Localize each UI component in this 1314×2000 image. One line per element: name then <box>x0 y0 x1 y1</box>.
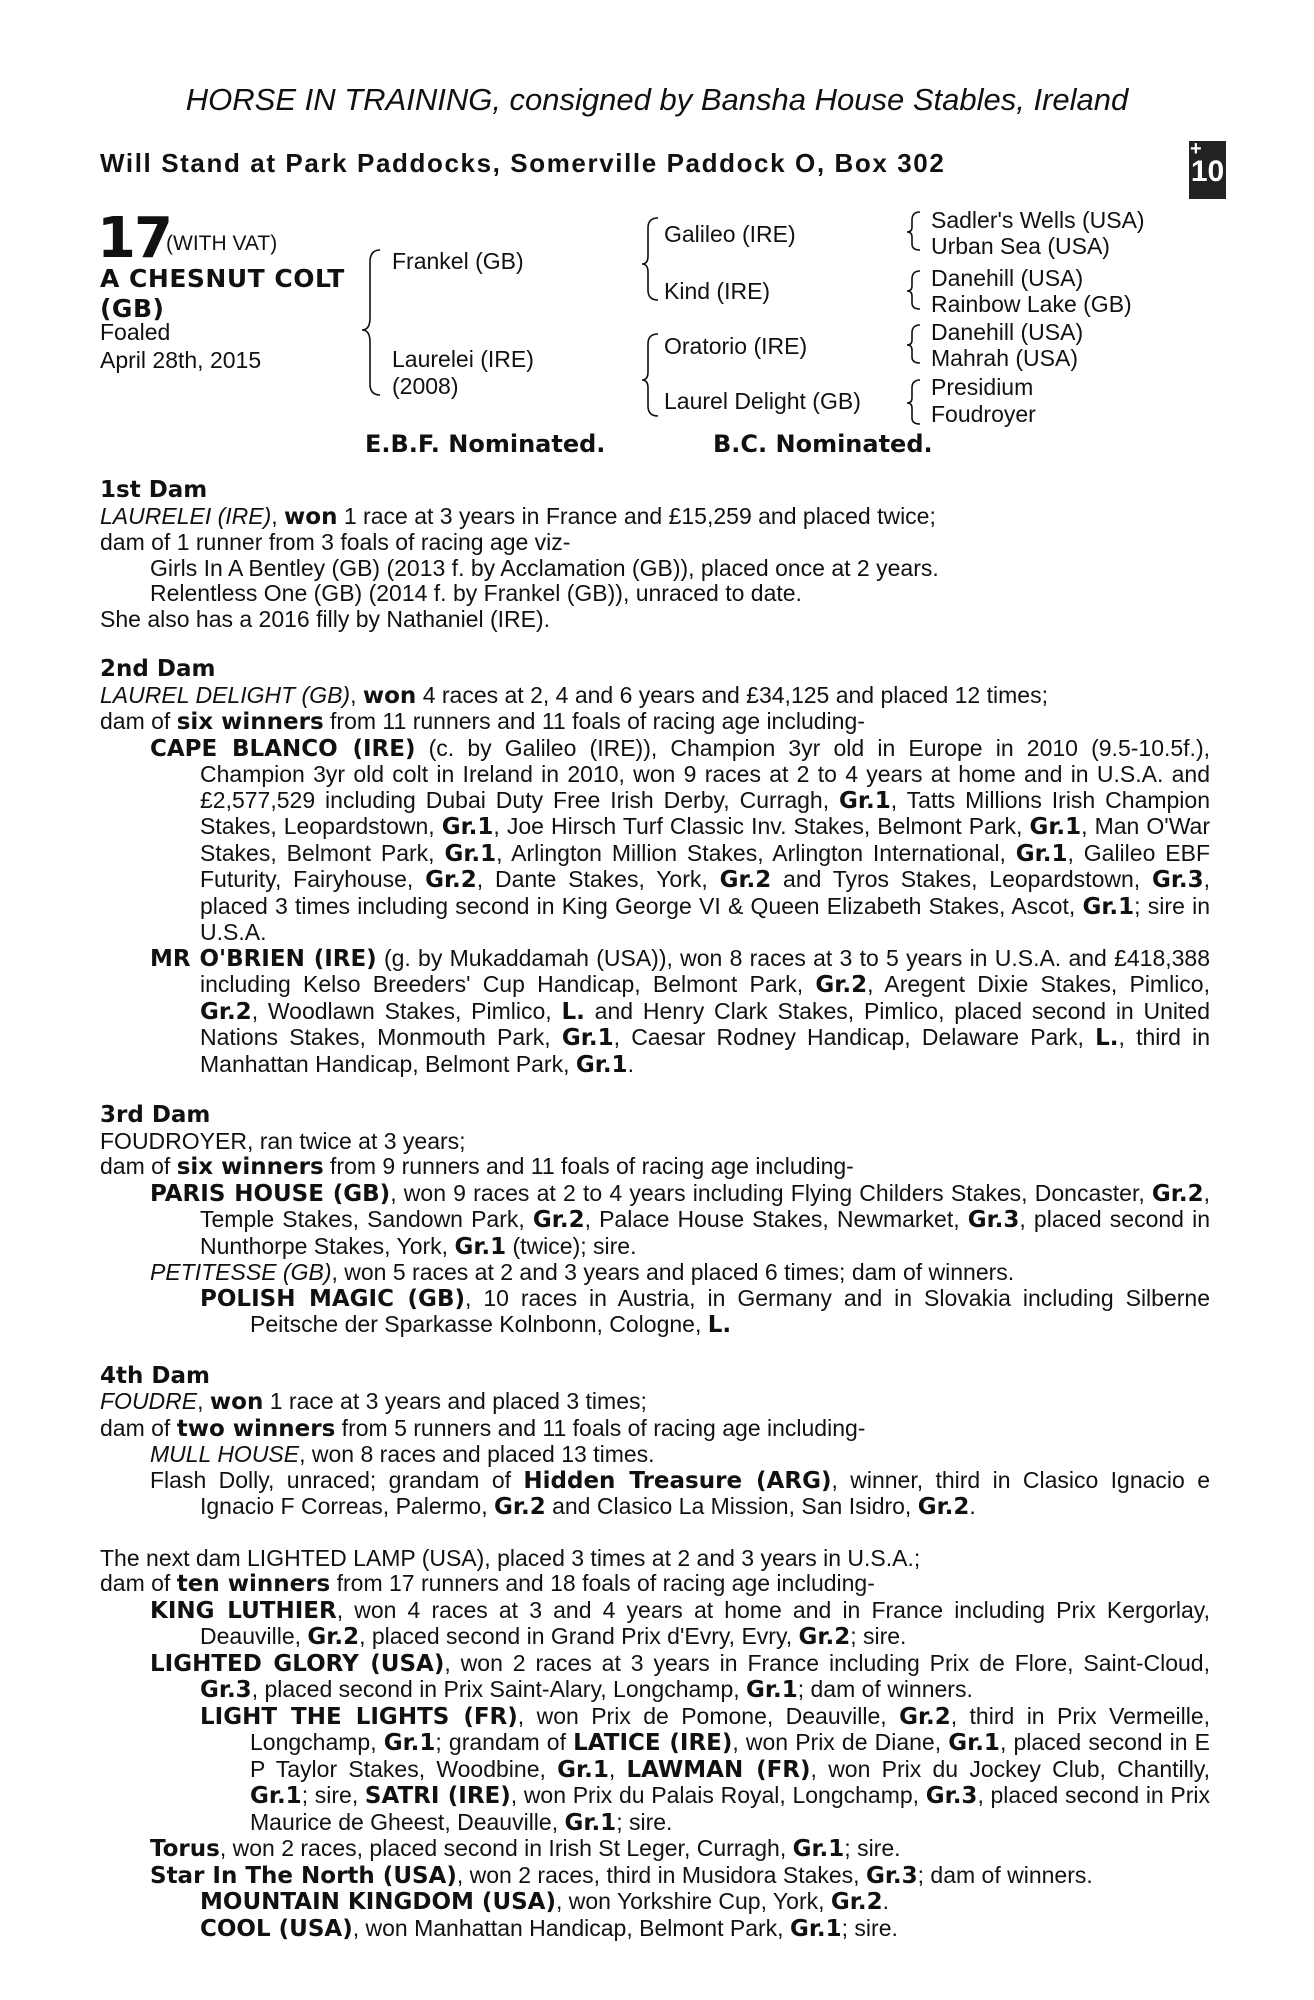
light-the-lights-entry: LIGHT THE LIGHTS (FR), won Prix de Pomone, Deauville, Gr.2, third in Prix Vermeille, Longchamp, Gr.1; grandam of LATICE (IRE), won Prix de Diane, Gr.1, placed second in E P Taylor Stakes, Woodbine, Gr.1, LAWMAN (FR), won Prix du Jockey Club, Chantilly, Gr.1; sire, SATRI (IRE), won Prix du Palais Royal, Longchamp, Gr.3, placed second in Prix Maurice de Gheest, Deauville, Gr.1; sire. <box>200 1702 1211 1836</box>
brace-g-1 <box>907 212 920 250</box>
fourth-dam-section <box>100 1364 1210 1521</box>
first-dam-heading: 1st Dam <box>100 477 208 503</box>
first-dam-foal-1: Girls In A Bentley (GB) (2013 f. by Acclamation (GB)), placed once at 2 years. <box>150 554 939 581</box>
mr-obrien-entry: MR O'BRIEN (IRE) (g. by Mukaddamah (USA)), won 8 races at 3 to 5 years in U.S.A. and £418,388 including Kelso Breeders' Cup Handicap, Belmont Park, Gr.2, Aregent Dixie Stakes, Pimlico, Gr.2, Woodlawn Stakes, Pimlico, L. and Henry Clark Stakes, Pimlico, placed second in United Nations Stakes, Monmouth Park, Gr.1, Caesar Rodney Handicap, Delaware Park, L., third in Manhattan Handicap, Belmont Park, Gr.1. <box>150 944 1211 1078</box>
pedigree-g2: Urban Sea (USA) <box>931 233 1110 259</box>
next-dam-section <box>100 1546 1210 1943</box>
stand-location: Will Stand at Park Paddocks, Somerville Paddock O, Box 302 <box>100 148 946 178</box>
lot-number: 17 <box>97 206 171 271</box>
second-dam-section <box>100 657 1210 1078</box>
third-dam-heading: 3rd Dam <box>100 1102 211 1128</box>
catalogue-body <box>100 478 1210 1967</box>
brace-dam <box>642 334 658 416</box>
pedigree-g3: Danehill (USA) <box>931 265 1084 291</box>
cape-blanco-entry: CAPE BLANCO (IRE) (c. by Galileo (IRE)), Champion 3yr old in Europe in 2010 (9.5-10.5f.), Champion 3yr old colt in Ireland in 2010, won 9 races at 2 to 4 years at home and in U.S.A. and £2,577,529 including Dubai Duty Free Irish Derby, Curragh, Gr.1, Tatts Millions Irish Champion Stakes, Leopardstown, Gr.1, Joe Hirsch Turf Classic Inv. Stakes, Belmont Park, Gr.1, Man O'War Stakes, Belmont Park, Gr.1, Arlington Million Stakes, Arlington International, Gr.1, Galileo EBF Futurity, Fairyhouse, Gr.2, Dante Stakes, York, Gr.2 and Tyros Stakes, Leopardstown, Gr.3, placed 3 times including second in King George VI & Queen Elizabeth Stakes, Ascot, Gr.1; sire in U.S.A. <box>150 734 1211 945</box>
second-dam-summary: LAUREL DELIGHT (GB), won 4 races at 2, 4 and 6 years and £34,125 and placed 12 times; <box>100 681 1048 709</box>
torus-entry: Torus, won 2 races, placed second in Irish St Leger, Curragh, Gr.1; sire. <box>150 1835 901 1862</box>
tag-number: 10 <box>1190 155 1225 188</box>
king-luthier-entry: KING LUTHIER, won 4 races at 3 and 4 years at home and in France including Prix Kergorlay, Deauville, Gr.2, placed second in Grand Prix d'Evry, Evry, Gr.2; sire. <box>150 1596 1210 1650</box>
pedigree-sire-sire: Galileo (IRE) <box>664 221 796 247</box>
second-dam-heading: 2nd Dam <box>100 656 216 682</box>
lot-description-line1: A CHESNUT COLT <box>100 264 345 293</box>
foaled-label: Foaled <box>100 319 171 345</box>
next-dam-summary: The next dam LIGHTED LAMP (USA), placed 3 times at 2 and 3 years in U.S.A.; <box>100 1544 921 1571</box>
mull-house-entry: MULL HOUSE, won 8 races and placed 13 times. <box>150 1441 655 1467</box>
star-in-the-north-entry: Star In The North (USA), won 2 races, third in Musidora Stakes, Gr.3; dam of winners. <box>150 1861 1093 1889</box>
petitesse-entry: PETITESSE (GB), won 5 races at 2 and 3 years and placed 6 times; dam of winners. <box>150 1259 1015 1285</box>
mountain-kingdom-entry: MOUNTAIN KINGDOM (USA), won Yorkshire Cup, York, Gr.2. <box>200 1888 889 1915</box>
pedigree-sire: Frankel (GB) <box>392 248 524 274</box>
flash-dolly-entry: Flash Dolly, unraced; grandam of Hidden Treasure (ARG), winner, third in Clasico Ignacio e Ignacio F Correas, Palermo, Gr.2 and Clasico La Mission, San Isidro, Gr.2. <box>150 1466 1210 1520</box>
lot-vat: (WITH VAT) <box>166 232 278 255</box>
paris-house-entry: PARIS HOUSE (GB), won 9 races at 2 to 4 years including Flying Childers Stakes, Doncaster, Gr.2, Temple Stakes, Sandown Park, Gr.2, Palace House Stakes, Newmarket, Gr.3, placed second in Nunthorpe Stakes, York, Gr.1 (twice); sire. <box>150 1179 1210 1260</box>
cool-entry: COOL (USA), won Manhattan Handicap, Belmont Park, Gr.1; sire. <box>200 1914 898 1942</box>
pedigree-g4: Rainbow Lake (GB) <box>931 291 1132 317</box>
pedigree-g5: Danehill (USA) <box>931 319 1084 345</box>
next-dam-produce: dam of ten winners from 17 runners and 18 foals of racing age including- <box>100 1570 875 1597</box>
tag-plus-icon: + <box>1190 138 1202 160</box>
brace-g-4 <box>907 380 920 424</box>
brace-g-2 <box>907 271 920 309</box>
third-dam-section <box>100 1103 1210 1339</box>
lot-description-line2: (GB) <box>100 294 165 323</box>
first-dam-summary: LAURELEI (IRE), won 1 race at 3 years in France and £15,259 and placed twice; <box>100 502 936 530</box>
third-dam-summary: FOUDROYER, ran twice at 3 years; <box>100 1127 466 1154</box>
bc-nomination: B.C. Nominated. <box>713 430 933 458</box>
pedigree-g8: Foudroyer <box>931 401 1036 427</box>
pedigree-dam: Laurelei (IRE) <box>392 346 534 372</box>
pedigree-g7: Presidium <box>931 374 1034 400</box>
ebf-nomination: E.B.F. Nominated. <box>365 430 606 458</box>
pedigree-g1: Sadler's Wells (USA) <box>931 207 1145 233</box>
brace-sire <box>642 218 658 300</box>
second-dam-produce: dam of six winners from 11 runners and 11 foals of racing age including- <box>100 708 865 735</box>
first-dam-note: She also has a 2016 filly by Nathaniel (IRE). <box>100 605 551 632</box>
pedigree-g6: Mahrah (USA) <box>931 345 1078 371</box>
pedigree-sire-dam: Kind (IRE) <box>664 278 771 304</box>
pedigree-dam-sire: Oratorio (IRE) <box>664 333 808 359</box>
pedigree-dam-year: (2008) <box>392 373 459 399</box>
foaled-date: April 28th, 2015 <box>100 347 262 373</box>
fourth-dam-heading: 4th Dam <box>100 1362 210 1389</box>
pedigree-dam-dam: Laurel Delight (GB) <box>664 388 861 414</box>
lighted-glory-entry: LIGHTED GLORY (USA), won 2 races at 3 years in France including Prix de Flore, Saint-Cloud, Gr.3, placed second in Prix Saint-Alary, Longchamp, Gr.1; dam of winners. <box>150 1649 1210 1703</box>
brace-g-3 <box>907 325 920 363</box>
polish-magic-entry: POLISH MAGIC (GB), 10 races in Austria, in Germany and in Slovakia including Silberne Peitsche der Sparkasse Kolnbonn, Cologne, L. <box>200 1284 1210 1338</box>
catalogue-header: HORSE IN TRAINING, consigned by Bansha House Stables, Ireland <box>185 82 1129 117</box>
first-dam-section <box>100 478 1210 632</box>
fourth-dam-summary: FOUDRE, won 1 race at 3 years and placed 3 times; <box>100 1388 647 1415</box>
brace-parents <box>362 250 380 395</box>
first-dam-produce: dam of 1 runner from 3 foals of racing age viz- <box>100 529 571 555</box>
third-dam-produce: dam of six winners from 9 runners and 11 foals of racing age including- <box>100 1153 854 1180</box>
fourth-dam-produce: dam of two winners from 5 runners and 11 foals of racing age including- <box>100 1414 866 1442</box>
first-dam-foal-2: Relentless One (GB) (2014 f. by Frankel (GB)), unraced to date. <box>150 580 802 606</box>
